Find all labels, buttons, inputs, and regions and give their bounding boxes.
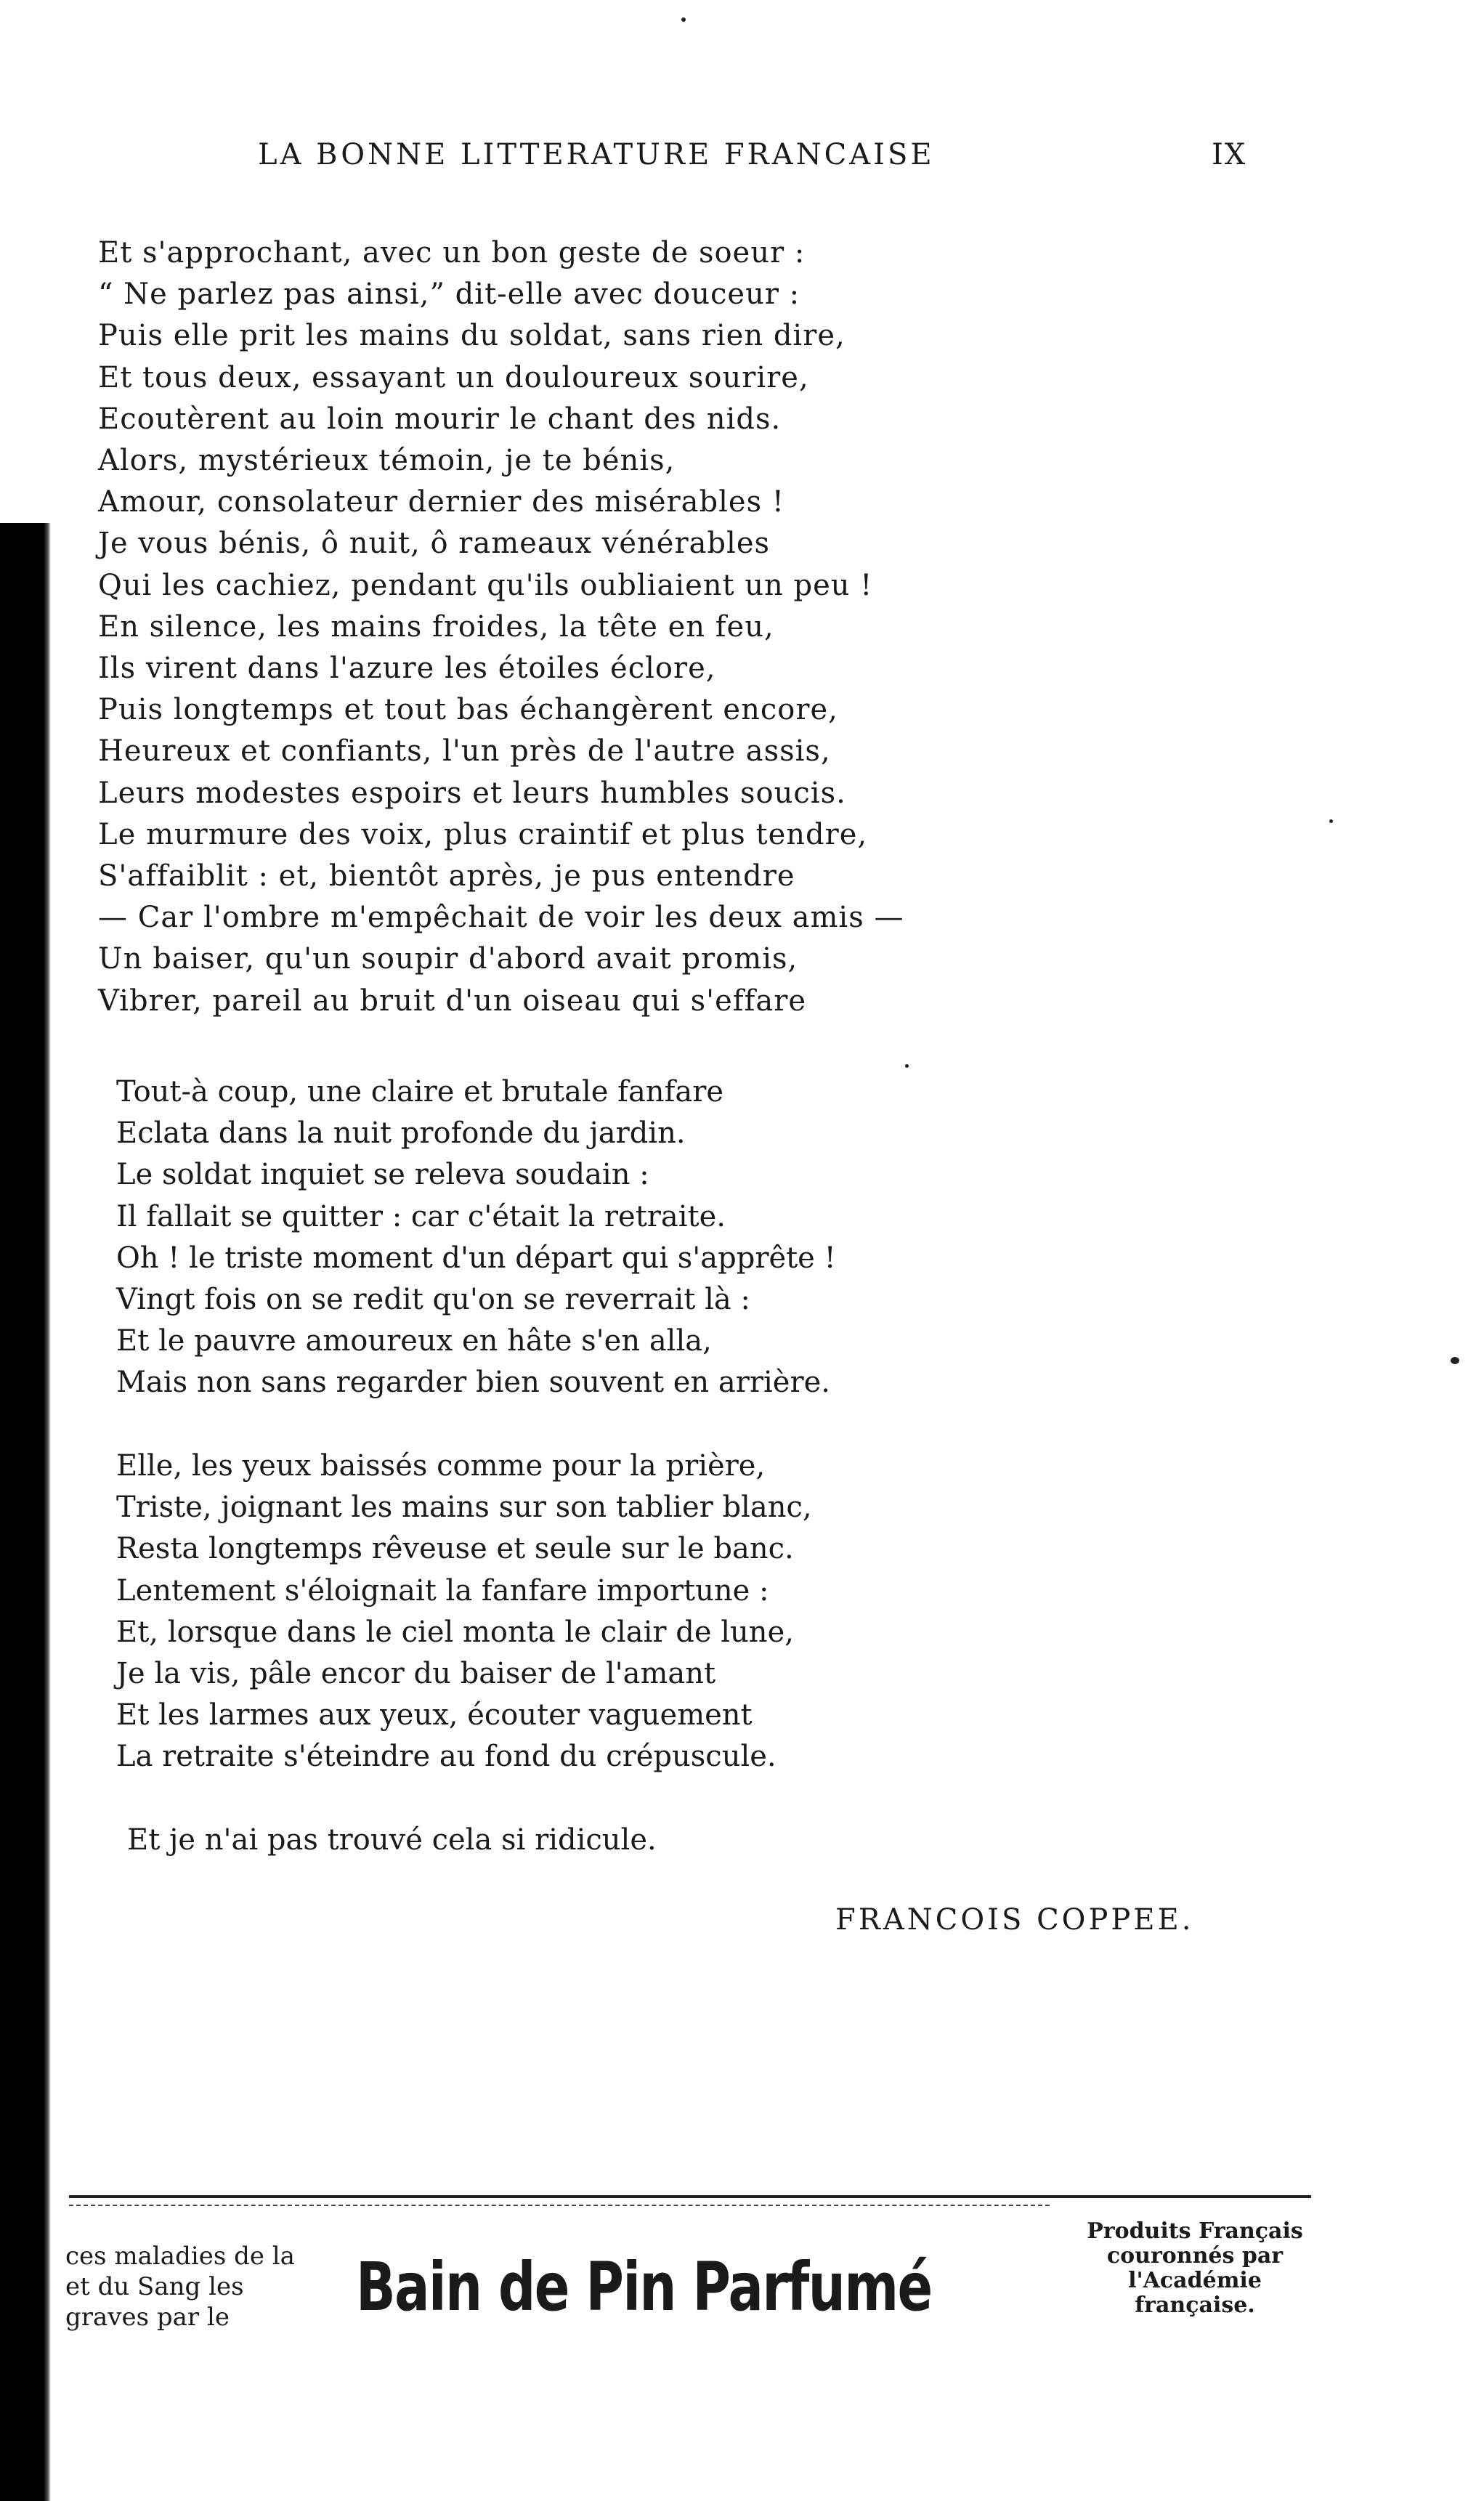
poem-line: Lentement s'éloignait la fanfare importune :	[116, 1573, 769, 1608]
poem-line: Et s'approchant, avec un bon geste de soeur :	[98, 236, 806, 269]
scan-speck	[681, 17, 686, 22]
poem-line: Le murmure des voix, plus craintif et plus tendre,	[98, 817, 868, 851]
poem-line: La retraite s'éteindre au fond du crépuscule.	[116, 1740, 777, 1774]
ad-right-line: Produits Français	[1087, 2218, 1303, 2244]
poem-line: Je vous bénis, ô nuit, ô rameaux vénérables	[98, 527, 771, 561]
poem-line: Ecoutèrent au loin mourir le chant des nids.	[98, 402, 782, 436]
poem-line: En silence, les mains froides, la tête en feu,	[98, 609, 774, 644]
stanza-4	[127, 1820, 657, 1861]
stanza-3	[116, 1446, 812, 1778]
scan-speck	[905, 1064, 909, 1068]
poem-line: Un baiser, qu'un soupir d'abord avait promis,	[98, 942, 798, 976]
page-number: IX	[1212, 138, 1247, 171]
poem-line: Mais non sans regarder bien souvent en arrière.	[116, 1366, 830, 1400]
poem	[98, 232, 1042, 1857]
poem-line: Amour, consolateur dernier des misérables !	[98, 485, 784, 519]
poem-line: Heureux et confiants, l'un près de l'autre assis,	[98, 734, 831, 769]
scan-speck	[1329, 819, 1333, 823]
poem-line: Ils virent dans l'azure les étoiles éclore,	[98, 652, 716, 686]
poem-line: Oh ! le triste moment d'un départ qui s'apprête !	[116, 1241, 836, 1275]
ad-left-text	[65, 2241, 295, 2332]
author-signature: FRANCOIS COPPEE.	[835, 1903, 1194, 1937]
ad-left-line: ces maladies de la	[65, 2242, 295, 2271]
poem-line: Puis elle prit les mains du soldat, sans rien dire,	[98, 319, 846, 353]
page-header	[0, 138, 1484, 182]
poem-line: Vingt fois on se redit qu'on se reverrait là :	[116, 1283, 750, 1317]
poem-line: Et les larmes aux yeux, écouter vaguement	[116, 1698, 753, 1732]
poem-line: Et je n'ai pas trouvé cela si ridicule.	[127, 1823, 657, 1857]
poem-line: Puis longtemps et tout bas échangèrent encore,	[98, 693, 838, 727]
running-title: LA BONNE LITTERATURE FRANCAISE	[258, 138, 935, 171]
ad-dashed-rule	[69, 2205, 1050, 2206]
ad-right-text	[1075, 2219, 1315, 2318]
poem-line: Triste, joignant les mains sur son tablier blanc,	[116, 1491, 812, 1525]
ad-left-line: graves par le	[65, 2303, 230, 2332]
poem-line: Qui les cachiez, pendant qu'ils oubliaient un peu !	[98, 568, 873, 602]
scan-speck	[1451, 1357, 1459, 1364]
poem-line: Vibrer, pareil au bruit d'un oiseau qui s'effare	[98, 984, 807, 1018]
poem-line: Elle, les yeux baissés comme pour la prière,	[116, 1449, 766, 1483]
poem-line: Et le pauvre amoureux en hâte s'en alla,	[116, 1324, 712, 1358]
poem-line: Alors, mystérieux témoin, je te bénis,	[98, 444, 676, 478]
ad-left-line: et du Sang les	[65, 2272, 244, 2301]
poem-line: Il fallait se quitter : car c'était la retraite.	[116, 1199, 726, 1233]
poem-line: Leurs modestes espoirs et leurs humbles soucis.	[98, 776, 846, 810]
poem-line: S'affaiblit : et, bientôt après, je pus entendre	[98, 859, 795, 893]
poem-line: Je la vis, pâle encor du baiser de l'amant	[116, 1657, 716, 1691]
scan-edge-shadow	[0, 523, 51, 2501]
ad-title: Bain de Pin Parfumé	[356, 2248, 932, 2326]
poem-line: Et tous deux, essayant un douloureux sourire,	[98, 360, 809, 394]
stanza-1	[98, 232, 1042, 1022]
ad-right-line: l'Académie	[1128, 2268, 1262, 2293]
ad-top-rule	[69, 2195, 1311, 2198]
poem-line: Et, lorsque dans le ciel monta le clair de lune,	[116, 1615, 794, 1649]
poem-line: Resta longtemps rêveuse et seule sur le banc.	[116, 1532, 794, 1566]
poem-line: — Car l'ombre m'empêchait de voir les deux amis —	[98, 901, 904, 935]
stanza-2	[116, 1071, 836, 1404]
poem-line: Eclata dans la nuit profonde du jardin.	[116, 1116, 686, 1151]
poem-line: Tout-à coup, une claire et brutale fanfare	[116, 1075, 724, 1108]
poem-line: “ Ne parlez pas ainsi,” dit-elle avec douceur :	[98, 277, 800, 312]
ad-right-line: couronnés par	[1106, 2243, 1284, 2269]
ad-right-line: française.	[1135, 2293, 1255, 2318]
poem-line: Le soldat inquiet se releva soudain :	[116, 1158, 649, 1192]
